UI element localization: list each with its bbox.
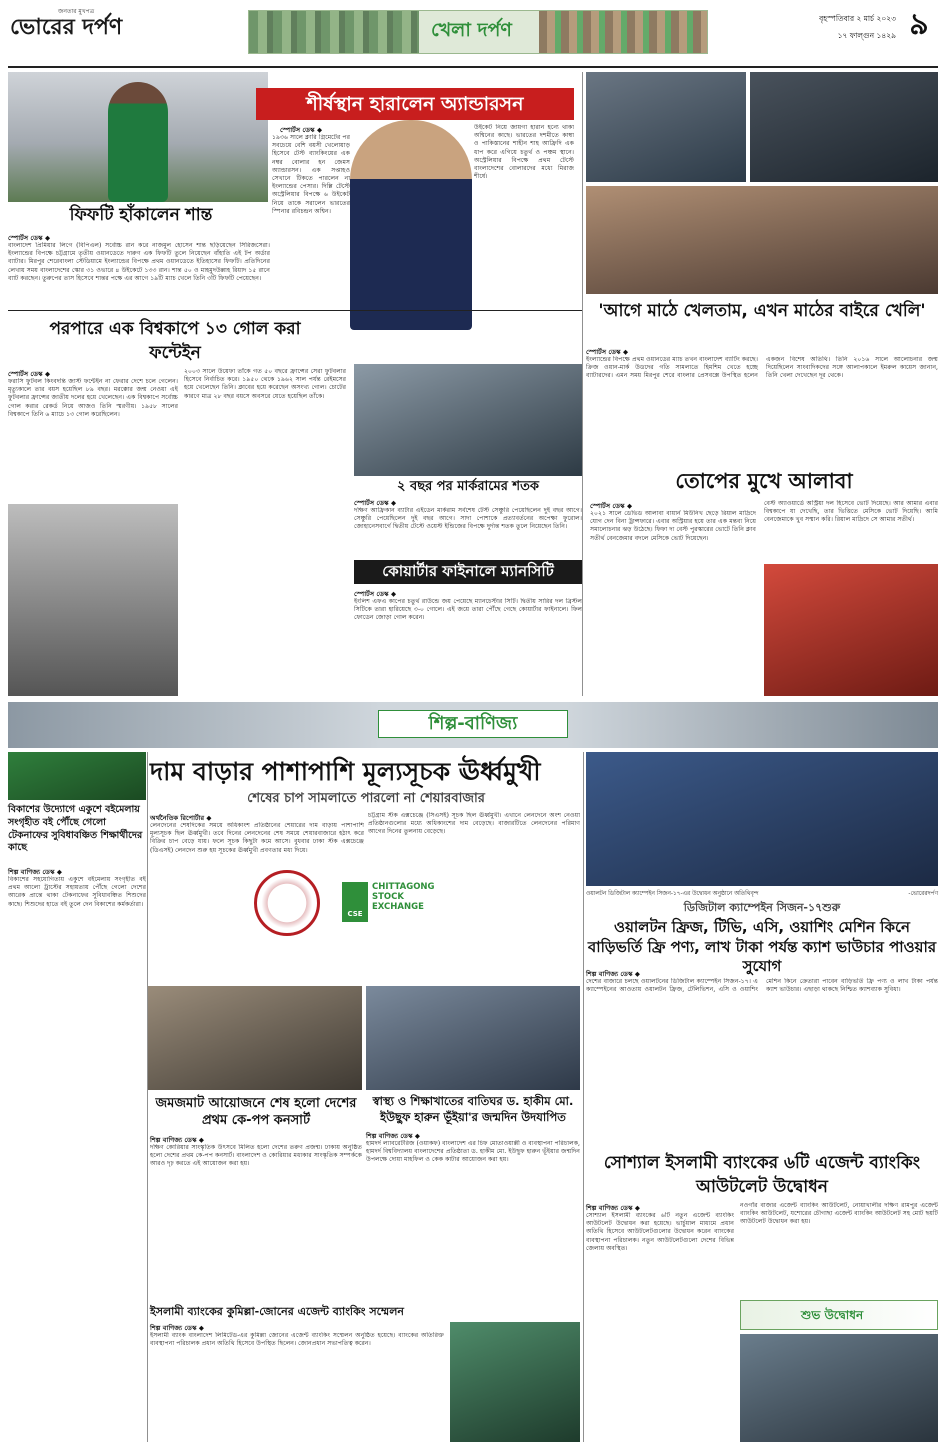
walton-credit: -ভোরেরদর্পণ bbox=[908, 891, 938, 897]
city-headline: কোয়ার্টার ফাইনালে ম্যানসিটি bbox=[354, 560, 582, 584]
agey-mathe-headline: 'আগে মাঠে খেলতাম, এখন মাঠের বাইরে খেলি' bbox=[598, 301, 926, 321]
walton-headline: ওয়ালটন ফ্রিজ, টিভি, এসি, ওয়াশিং মেশিন কিনে বাড়িভর্তি ফ্রি পণ্য, লাখ টাকা পর্যন্ত ক্যাশ ভাউচার পাওয়ার সুযোগ bbox=[587, 918, 937, 975]
col-rule-biz-left bbox=[147, 752, 148, 1442]
cse-mark: CSE bbox=[342, 882, 368, 922]
walton-body: দেশের বাজারে চলছে ওয়ালটনের ডিজিটাল ক্যাম্পেইন সিজন-১৭। এ ক্যাম্পেইনের আওতায় ওয়ালটন ফ্রিজ, টেলিভিশন, এসি ও ওয়াশিং মেশিন কিনে ক্রেতারা পাবেন বাড়িভর্তি ফ্রি পণ্য ও লাখ টাকা পর্যন্ত ক্যাশ ভাউচার। এছাড়া থাকছে নিশ্চিত ক্যাশব্যাক সুবিধা। bbox=[586, 978, 938, 994]
ibbl-photo bbox=[450, 1322, 580, 1442]
anderson-body-right: উইকেট নিয়ে জায়গা হারান হন্যে থাকা অশ্বিনের কাছে। ভারতের দশমীতে কাম্বা ও পাকিস্তানের শাহীন শাহ আফ্রিদি এক ধাপ করে এগিয়ে চতুর্থ ও পঞ্চম স্থানে। অস্ট্রেলিয়ার বিপক্ষে প্রথম টেস্টে বাংলাদেশের বোলারদের মধ্যে মিরাজ শীর্ষে। bbox=[474, 124, 574, 181]
fontaine-headline: পরপারে এক বিশ্বকাপে ১৩ গোল করা ফন্টেইন bbox=[49, 319, 301, 363]
sibl-banner bbox=[740, 1300, 938, 1330]
fontaine-body: ফরাসি ফুটবল কিংবদন্তি জাস্ট ফন্টেইন না ফেরার দেশে চলে গেলেন। মৃত্যুকালে তার বয়স হয়েছিল ৮৯ বছর। মরক্কোর জন্ম নেওয়া এই ফুটবলার ফ্রান্সের জাতীয় দলের হয়ে খেলেছেন। এক বিশ্বকাপে সর্বোচ্চ গোল করার রেকর্ড নিয়ে আজও তিনি স্মরণীয়। ১৯৫৮ সালের বিশ্বকাপে তিনি ৬ ম্যাচে ১৩ গোল করেছিলেন। bbox=[8, 378, 178, 418]
city-body: ইংলিশ এফএ কাপের চতুর্থ রাউন্ডে জয় পেয়েছে ম্যানচেস্টার সিটি। দ্বিতীয় সারির দল ব্রিস্টল সিটিকে তারা হারিয়েছে ৩-০ গোলে। এই জয়ে তারা পৌঁছে গেছে কোয়ার্টার ফাইনালে। ফিল ফোডেন জোড়া গোল করেন। bbox=[354, 598, 582, 622]
date-gregorian: বৃহস্পতিবার ২ মার্চ ২০২৩ bbox=[819, 14, 896, 23]
alaba-body: ২০২১ সালে ডেভিড আলাবা বায়ার্ন মিউনিখ ছেড়ে রিয়াল মাদ্রিদে যোগ দেন বিনা ট্রান্সফারে। এবার অস্ট্রিয়ার হয়ে তার এক মন্তব্য নিয়ে সমালোচনার ঝড় উঠেছে। ফিফা দ্য বেস্ট পুরস্কারের ভোটে তিনি ক্লাব সতীর্থ বেনজেমার বদলে মেসিকে ভোট দিয়েছেন। bbox=[590, 510, 756, 542]
banner-players-left bbox=[249, 11, 419, 53]
bookfair-headline: বিকাশের উদ্যোগে একুশে বইমেলায় সংগৃহীত বই পৌঁছে গেলো টেকনাফের সুবিধাবঞ্চিত শিক্ষার্থীদের কাছে bbox=[8, 804, 143, 854]
sibl-banner-text: শুভ উদ্বোধন bbox=[801, 1308, 864, 1322]
paper-name: ভোরের দর্পণ bbox=[10, 15, 123, 40]
date-bangla: ১৭ ফাল্গুন ১৪২৯ bbox=[837, 31, 896, 40]
city-desk: স্পোর্টস ডেস্ক ◆ bbox=[354, 590, 397, 598]
bookfair-desk: শিল্প বাণিজ্য ডেস্ক ◆ bbox=[8, 868, 62, 876]
hakim-photo-1 bbox=[148, 986, 362, 1090]
cse-name: CHITTAGONG STOCK EXCHANGE bbox=[372, 882, 435, 913]
sibl-photo bbox=[740, 1334, 938, 1442]
fontaine-photo bbox=[8, 504, 178, 696]
bookfair-body: বিকাশের সহযোগিতায় একুশে বইমেলায় সংগৃহীত বই প্রথম আলো ট্রাস্টের সহায়তায় পৌঁছে গেলো দেশের আরেক প্রান্তে থাকা টেকনাফের সুবিধাবঞ্চিত শিশুদের কাছে। শিশুদের হাতে বই তুলে দেন বিকাশের কর্মকর্তারা। bbox=[8, 876, 146, 908]
shanto-headline: ফিফটি হাঁকালেন শান্ত bbox=[69, 205, 213, 225]
page-number: ৯ bbox=[909, 7, 929, 42]
stock-body-col2: চট্টগ্রাম স্টক এক্সচেঞ্জে (সিএসই) সূচক ছিল ঊর্ধ্বমুখী। এখানে লেনদেনে অংশ নেওয়া প্রতিষ্ঠানগুলোর মধ্যে অধিকাংশের দাম বেড়েছে। বাজারটিতে লেনদেনের পরিমাণ আগের দিনের তুলনায় বেড়েছে। bbox=[368, 812, 580, 836]
date-block bbox=[746, 14, 896, 43]
col-rule-biz-right bbox=[583, 752, 584, 1442]
banner-players-right bbox=[539, 11, 707, 53]
imrul-photo-2 bbox=[750, 72, 938, 182]
walton-desk: শিল্প বাণিজ্য ডেস্ক ◆ bbox=[586, 970, 640, 978]
business-banner bbox=[8, 702, 938, 748]
section-name: খেলা দর্পণ bbox=[431, 19, 512, 41]
sibl-body-col2: নওগাঁর বাজার এজেন্ট ব্যাংকিং আউটলেট, নোয়াখালীর দক্ষিণ রামপুর এজেন্ট ব্যাংকিং আউটলেট, যশোরের চৌগাছা এজেন্ট ব্যাংকিং আউটলেট সহ মোট ছয়টি আউটলেট উদ্বোধন করা হয়। bbox=[740, 1202, 938, 1226]
fontaine-desk: স্পোর্টস ডেস্ক ◆ bbox=[8, 370, 51, 378]
kpop-body: দক্ষিণ কোরিয়ার সাংস্কৃতিক উৎসবে মিলিত হলো দেশের তরুণ প্রজন্ম। ঢাকায় অনুষ্ঠিত হলো দেশের প্রথম কে-পপ কনসার্ট। বাংলাদেশ ও কোরিয়ার মধ্যকার সাংস্কৃতিক সম্পর্ককে আরও দৃঢ় করতে এই আয়োজন করা হয়। bbox=[150, 1144, 362, 1168]
agey-mathe-body: ইংল্যান্ডের বিপক্ষে প্রথম ওয়ানডের ম্যাচ তখন বাংলাদেশ ব্যাটিং করছে। ক্রিজ ওয়ান-মার্ক উডদের গতি সামলাতে হিমশিম খেতে হচ্ছে ব্যাটারদের। এমন সময় মিরপুর শেরে বাংলার প্রেসবক্সে উপস্থিত হলেন একজন বিশেষ অতিথি। তিনি ২০১৬ সালে আলোচনার জন্ম দিয়েছিলেন সাংবাদিকদের সঙ্গে আলাপকালে ইমরুল কায়েস জানান, তিনি খেলা দেখেছেন দূর থেকে। bbox=[586, 356, 938, 380]
stock-subhead: শেষের চাপ সামলাতে পারলো না শেয়ারবাজার bbox=[247, 791, 485, 806]
anderson-desk: স্পোর্টস ডেস্ক ◆ bbox=[280, 126, 323, 134]
anderson-headline: শীর্ষস্থান হারালেন অ্যান্ডারসন bbox=[256, 88, 574, 120]
ibbl-desk: শিল্প বাণিজ্য ডেস্ক ◆ bbox=[150, 1324, 204, 1332]
bookfair-photo bbox=[8, 752, 146, 800]
sibl-body: সোশ্যাল ইসলামী ব্যাংকের ৬টি নতুন এজেন্ট ব্যাংকিং আউটলেট উদ্বোধন করা হয়েছে। ভার্চুয়াল মাধ্যমে প্রধান অতিথি হিসেবে আউটলেটগুলোর উদ্বোধন করেন ব্যাংকের ব্যবস্থাপনা পরিচালক। নতুন আউটলেটগুলো দেশের বিভিন্ন জেলায় অবস্থিত। bbox=[586, 1212, 734, 1252]
markram-photo bbox=[354, 364, 582, 476]
sibl-headline: সোশ্যাল ইসলামী ব্যাংকের ৬টি এজেন্ট ব্যাংকিং আউটলেট উদ্বোধন bbox=[603, 1153, 921, 1197]
ibbl-body: ইসলামী ব্যাংক বাংলাদেশ লিমিটেড-এর কুমিল্লা জোনের এজেন্ট ব্যাংকিং সম্মেলন অনুষ্ঠিত হয়েছে। ব্যাংকের অতিরিক্ত ব্যবস্থাপনা পরিচালক প্রধান অতিথি হিসেবে উপস্থিত ছিলেন। জোনপ্রধান সভাপতিত্ব করেন। bbox=[150, 1332, 444, 1348]
stock-desk: অর্থনৈতিক রিপোর্টার ◆ bbox=[150, 814, 212, 822]
stock-headline: দাম বাড়ার পাশাপাশি মূল্যসূচক ঊর্ধ্বমুখী bbox=[150, 757, 541, 786]
sibl-desk: শিল্প বাণিজ্য ডেস্ক ◆ bbox=[586, 1204, 640, 1212]
stock-body: লেনদেনের শেষদিকের সময়ে অধিকাংশ প্রতিষ্ঠানের শেয়ারের দাম বাড়ায় পাশাপাশি মূল্যসূচক ছিল ঊর্ধ্বমুখী। তবে দিনের লেনদেনের শেষ সময়ে শেয়ারবাজারে হঠাৎ করে বিক্রির চাপ বেড়ে যায়। ফলে সূচক কিছুটা কমে আসে। বুধবার ঢাকা স্টক এক্সচেঞ্জে (ডিএসই) লেনদেন শুরু হয় সূচকের ঊর্ধ্বমুখী প্রবণতার মধ্য দিয়ে। bbox=[150, 822, 364, 854]
imrul-photo-3 bbox=[586, 186, 938, 294]
kpop-desk: শিল্প বাণিজ্য ডেস্ক ◆ bbox=[150, 1136, 204, 1144]
hakim-headline: স্বাস্থ্য ও শিক্ষাখাতের বাতিঘর ড. হাকীম মো. ইউছুফ হারুন ভূঁইয়া'র জন্মদিন উদযাপিত bbox=[372, 1094, 574, 1124]
alaba-body-col2: বেস্ট অ্যাওয়ার্ডে অস্ট্রিয়া দল হিসেবে ভোট দিয়েছে। আর আমার এবার বিশ্বকাপে যা দেখেছি, তার ভিত্তিতে মেসিকে ভোট দিয়েছি। আমি বেনজেমাকে খুব সম্মান করি। রিয়াল মাদ্রিদে সে আমার সতীর্থ। bbox=[764, 500, 938, 524]
anderson-body-left: ১৯৩৬ সালে ক্লারি গ্রিমেটের পর সবচেয়ে বেশি বয়সী খেলোয়াড় হিসেবে টেস্ট ব্যাংকিংয়ের এক নম্বর বোলার হন জেমস অ্যান্ডারসন। এক সপ্তাহও সেখানে টিকতে পারলেন না ইংল্যান্ডের পেসার। দিল্লি টেস্টে অস্ট্রেলিয়ার বিপক্ষে ৬ উইকেট নিয়ে তাকে সরালেন ভারতের স্পিনার রবিচন্দ্রন অশ্বিন। bbox=[272, 134, 350, 215]
alaba-photo bbox=[764, 564, 938, 696]
masthead bbox=[8, 6, 938, 66]
hakim-photo-2 bbox=[366, 986, 580, 1090]
hakim-body: হামদর্দ ল্যাবরেটরিজ (ওয়াকফ) বাংলাদেশ এর চিফ মোতাওয়াল্লী ও ব্যবস্থাপনা পরিচালক, হামদর্দ বিশ্ববিদ্যালয় বাংলাদেশের প্রতিষ্ঠাতা ড. হাকীম মো. ইউছুফ হারুন ভূঁইয়ার জন্মদিন উপলক্ষে দোয়া মাহফিল ও কেক কাটার আয়োজন করা হয়। bbox=[366, 1140, 580, 1164]
ibbl-headline: ইসলামী ব্যাংকের কুমিল্লা-জোনের এজেন্ট ব্যাংকিং সম্মেলন bbox=[150, 1305, 404, 1318]
sports-banner bbox=[248, 10, 708, 54]
markram-headline: ২ বছর পর মার্করামের শতক bbox=[397, 479, 539, 494]
shanto-desk: স্পোর্টস ডেস্ক ◆ bbox=[8, 234, 51, 242]
business-section-title: শিল্প-বাণিজ্য bbox=[378, 710, 568, 738]
hakim-desk: শিল্প বাণিজ্য ডেস্ক ◆ bbox=[366, 1132, 420, 1140]
anderson-photo bbox=[350, 120, 472, 330]
tagline: জনতার মুখপত্র bbox=[58, 8, 95, 15]
shanto-photo bbox=[8, 72, 268, 202]
markram-body: দক্ষিণ আফ্রিকান ব্যাটার এইডেন মার্করাম সর্বশেষ টেস্ট সেঞ্চুরি পেয়েছিলেন দুই বছর আগে। সেঞ্চুরি পেয়েছিলেন দুই বছর আগে। সাদা পোশাকে প্রত্যাবর্তনের অপেক্ষা ফুরোল। জোহানেসবার্গে দ্বিতীয় টেস্টে ওয়েস্ট ইন্ডিজের বিপক্ষে দুর্দান্ত শতক তুলে নিয়েছেন তিনি। bbox=[354, 507, 582, 531]
alaba-headline: তোপের মুখে আলাবা bbox=[675, 469, 853, 493]
alaba-desk: স্পোর্টস ডেস্ক ◆ bbox=[590, 502, 633, 510]
top-divider bbox=[8, 310, 582, 311]
kpop-headline: জমজমাট আয়োজনে শেষ হলো দেশের প্রথম কে-পপ কনসার্ট bbox=[155, 1096, 357, 1128]
col-rule-top bbox=[582, 72, 583, 696]
fontaine-body-col2: ২০০৩ সালে উয়েফা তাঁকে গত ৫০ বছরে ফ্রান্সের সেরা ফুটবলার হিসেবে নির্বাচিত করে। ১৯৫০ থেকে ১৯৬২ সাল পর্যন্ত রেইমসের হয়ে খেলেছেন তিনি। ক্লাবের হয়ে করেছেন অসংখ্য গোল। চোটের কারণে মাত্র ২৮ বছর বয়সে অবসরে যেতে হয়েছিল তাঁকে। bbox=[184, 368, 346, 400]
cse-logo bbox=[342, 872, 440, 934]
dse-logo bbox=[254, 870, 320, 936]
agey-mathe-desk: স্পোর্টস ডেস্ক ◆ bbox=[586, 348, 629, 356]
shanto-body: বাংলাদেশ প্রিমিয়ার লিগে (বিপিএল) সর্বোচ্চ রান করে নাজমুল হোসেন শান্ত ছড়িয়েছেন সিরিজসেরা। ইংল্যান্ডের বিপক্ষে চট্টগ্রামে তৃতীয় ওয়ানডেতে দারুণ এক ফিফটি তুলে নিয়েছেন বাঁহাতি এই টপ অর্ডার ব্যাটার। মিরপুর শেরেবাংলা স্টেডিয়ামে ইংল্যান্ডের বিপক্ষে প্রথম ওয়ানডেতে ইতিহাসের ফিফটি। প্রতিদিনের লেখায় সময় বাংলাদেশের স্কোর ৩১ ওভারে ৪ উইকেটে ১৩৩ রান। শান্ত ৫০ ও মাহমুদউল্লাহ রিয়াদ ১৫ রানে ব্যাট করছেন। তুরুপের তাস হিসেবে শান্তর পক্ষে এর আগে ১৯টি ম্যাচ খেলে তিনি ৩টি ফিফটি পেয়েছেন। bbox=[8, 242, 270, 282]
walton-kicker: ডিজিটাল ক্যাম্পেইন সিজন-১৭শুরু bbox=[683, 901, 841, 914]
shanto-figure bbox=[108, 82, 168, 202]
imrul-photo-1 bbox=[586, 72, 746, 182]
walton-caption: ওয়ালটন ডিজিটাল ক্যাম্পেইন সিজন-১৭-এর উদ্বোধন অনুষ্ঠানে অতিথিবৃন্দ bbox=[586, 891, 759, 897]
markram-desk: স্পোর্টস ডেস্ক ◆ bbox=[354, 499, 397, 507]
masthead-rule bbox=[8, 66, 938, 68]
walton-photo bbox=[586, 752, 938, 886]
